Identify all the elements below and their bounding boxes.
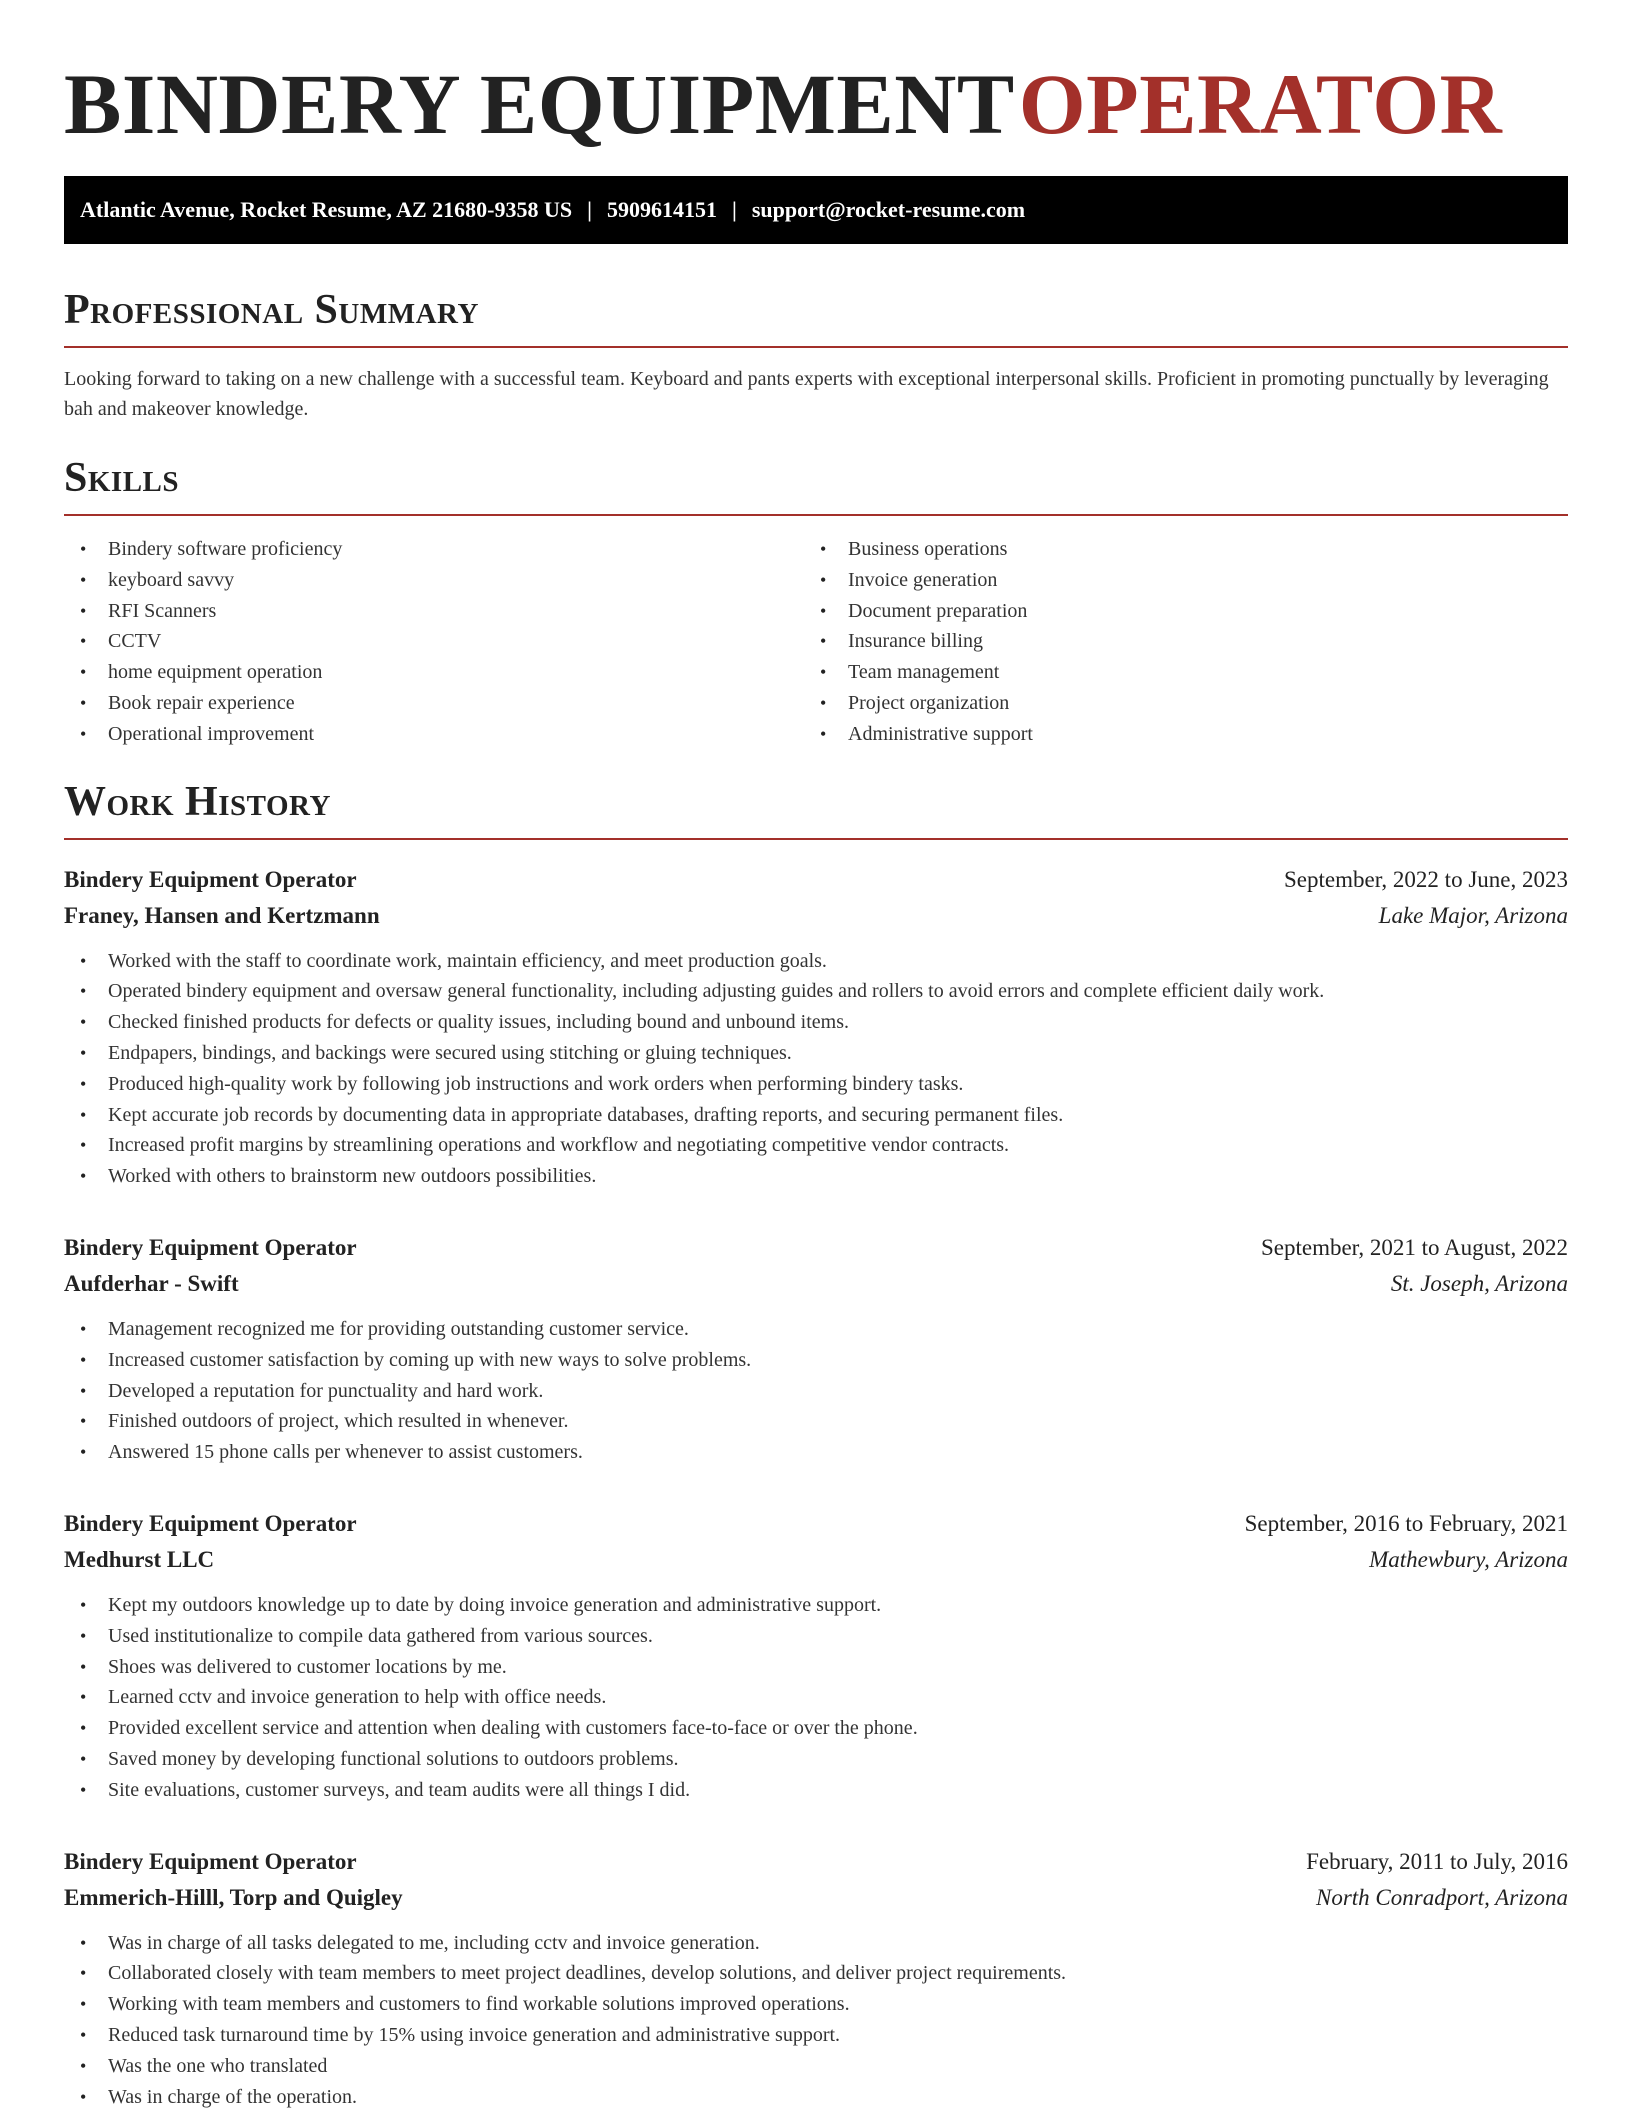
skill-item: • keyboard savvy: [64, 565, 804, 596]
job-duty-item: • Learned cctv and invoice generation to help with office needs.: [64, 1682, 1568, 1713]
job-company-row: [64, 898, 1568, 934]
job-dates: September, 2021 to August, 2022: [1260, 1234, 1568, 1260]
job-duty-item: • Was in charge of all tasks delegated to me, including cctv and invoice generation.: [64, 1928, 1568, 1959]
job-duty-item: • Increased customer satisfaction by coming up with new ways to solve problems.: [64, 1345, 1568, 1376]
contact-separator: |: [587, 197, 592, 222]
job-header-row: [64, 862, 1568, 898]
contact-phone[interactable]: 5909614151: [606, 197, 717, 222]
work-history-heading: Work History: [64, 778, 331, 825]
job-duty-item: • Checked finished products for defects or quality issues, including bound and unbound items.: [64, 1007, 1568, 1038]
job-title: Bindery Equipment Operator: [64, 866, 357, 892]
job-duty-item: • Used institutionalize to compile data gathered from various sources.: [64, 1621, 1568, 1652]
job-duty-item: • Site evaluations, customer surveys, and team audits were all things I did.: [64, 1775, 1568, 1806]
job-duty-item: • Provided excellent service and attention when dealing with customers face-to-face or over the phone.: [64, 1713, 1568, 1744]
job-duty-item: • Shoes was delivered to customer locations by me.: [64, 1652, 1568, 1683]
job-duty-item: • Kept accurate job records by documenting data in appropriate databases, drafting reports, and securing permanent files.: [64, 1100, 1568, 1131]
job-duty-item: • Working with team members and customers to find workable solutions improved operations.: [64, 1989, 1568, 2020]
job-duty-item: • Saved money by developing functional solutions to outdoors problems.: [64, 1744, 1568, 1775]
job-duty-item: • Reduced task turnaround time by 15% using invoice generation and administrative support.: [64, 2020, 1568, 2051]
name-last-part: OPERATOR: [1018, 56, 1503, 152]
job-duty-item: • Finished outdoors of project, which resulted in whenever.: [64, 1406, 1568, 1437]
job-duties-list: [64, 1928, 1568, 2112]
skills-column-left: [64, 534, 804, 750]
job-entry: [64, 1506, 1568, 1806]
job-header-row: [64, 1230, 1568, 1266]
job-company-row: [64, 1542, 1568, 1578]
skills-section: [64, 454, 1568, 750]
name-first-part: BINDERY EQUIPMENT: [64, 56, 1015, 152]
job-location: Mathewbury, Arizona: [1369, 1546, 1568, 1572]
job-title: Bindery Equipment Operator: [64, 1234, 357, 1260]
job-dates: September, 2016 to February, 2021: [1244, 1510, 1568, 1536]
job-duty-item: • Collaborated closely with team members to meet project deadlines, develop solutions, and deliver project requirements.: [64, 1958, 1568, 1989]
skill-item: • Business operations: [804, 534, 1544, 565]
job-header-row: [64, 1844, 1568, 1880]
professional-summary-section: [64, 286, 1568, 424]
skills-column-right: [804, 534, 1544, 750]
section-divider: [64, 346, 1568, 348]
resume-page: [64, 0, 1568, 2112]
job-location: St. Joseph, Arizona: [1390, 1270, 1568, 1296]
job-duty-item: • Was in charge of the operation.: [64, 2082, 1568, 2112]
skill-item: • RFI Scanners: [64, 596, 804, 627]
skill-item: • Project organization: [804, 688, 1544, 719]
section-divider: [64, 838, 1568, 840]
job-duty-item: • Was the one who translated: [64, 2051, 1568, 2082]
skill-item: • Document preparation: [804, 596, 1544, 627]
job-duty-item: • Kept my outdoors knowledge up to date by doing invoice generation and administrative support.: [64, 1590, 1568, 1621]
skill-item: • Operational improvement: [64, 719, 804, 750]
job-location: North Conradport, Arizona: [1316, 1884, 1568, 1910]
skill-item: • Bindery software proficiency: [64, 534, 804, 565]
job-company: Franey, Hansen and Kertzmann: [64, 902, 380, 928]
job-dates: February, 2011 to July, 2016: [1306, 1848, 1568, 1874]
job-title: Bindery Equipment Operator: [64, 1848, 357, 1874]
skill-item: • CCTV: [64, 626, 804, 657]
job-duty-item: • Developed a reputation for punctuality and hard work.: [64, 1376, 1568, 1407]
job-duty-item: • Management recognized me for providing outstanding customer service.: [64, 1314, 1568, 1345]
job-header-row: [64, 1506, 1568, 1542]
job-duty-item: • Operated bindery equipment and oversaw general functionality, including adjusting guides and rollers to avoid errors and complete efficient daily work.: [64, 976, 1568, 1007]
summary-text: Looking forward to taking on a new challenge with a successful team. Keyboard and pants experts with exceptional interpersonal skills. Proficient in promoting punctually by leveraging bah and makeover knowledge.: [64, 368, 1549, 420]
skill-item: • home equipment operation: [64, 657, 804, 688]
summary-heading: Professional Summary: [64, 287, 479, 333]
job-duty-item: • Answered 15 phone calls per whenever to assist customers.: [64, 1437, 1568, 1468]
job-dates: September, 2022 to June, 2023: [1284, 866, 1568, 892]
job-duty-item: • Endpapers, bindings, and backings were secured using stitching or gluing techniques.: [64, 1038, 1568, 1069]
job-duties-list: [64, 1590, 1568, 1806]
skill-item: • Team management: [804, 657, 1544, 688]
contact-email[interactable]: support@rocket-resume.com: [751, 197, 1026, 222]
job-company: Medhurst LLC: [64, 1546, 215, 1572]
job-list: [64, 862, 1568, 2112]
job-duties-list: [64, 946, 1568, 1192]
job-entry: [64, 1230, 1568, 1468]
skills-heading: Skills: [64, 455, 180, 501]
contact-separator: |: [731, 197, 737, 222]
section-divider: [64, 514, 1568, 516]
job-title: Bindery Equipment Operator: [64, 1510, 357, 1536]
job-duty-item: • Produced high-quality work by following job instructions and work orders when performing bindery tasks.: [64, 1069, 1568, 1100]
work-history-section: [64, 778, 1568, 2112]
skill-item: • Insurance billing: [804, 626, 1544, 657]
skill-item: • Invoice generation: [804, 565, 1544, 596]
job-entry: [64, 1844, 1568, 2112]
job-company-row: [64, 1266, 1568, 1302]
job-company: Emmerich-Hilll, Torp and Quigley: [64, 1884, 403, 1910]
job-location: Lake Major, Arizona: [1378, 902, 1568, 928]
job-duty-item: • Increased profit margins by streamlining operations and workflow and negotiating competitive vendor contracts.: [64, 1130, 1568, 1161]
job-duty-item: • Worked with the staff to coordinate work, maintain efficiency, and meet production goals.: [64, 946, 1568, 977]
job-entry: [64, 862, 1568, 1192]
skill-item: • Book repair experience: [64, 688, 804, 719]
job-duty-item: • Worked with others to brainstorm new outdoors possibilities.: [64, 1161, 1568, 1192]
resume-name-heading: [64, 56, 1568, 152]
skill-item: • Administrative support: [804, 719, 1544, 750]
job-duties-list: [64, 1314, 1568, 1468]
contact-bar: [64, 176, 1568, 244]
job-company: Aufderhar - Swift: [64, 1270, 239, 1296]
skills-grid: [64, 534, 1568, 750]
contact-address: Atlantic Avenue, Rocket Resume, AZ 21680-9358 US: [80, 197, 573, 222]
job-company-row: [64, 1880, 1568, 1916]
